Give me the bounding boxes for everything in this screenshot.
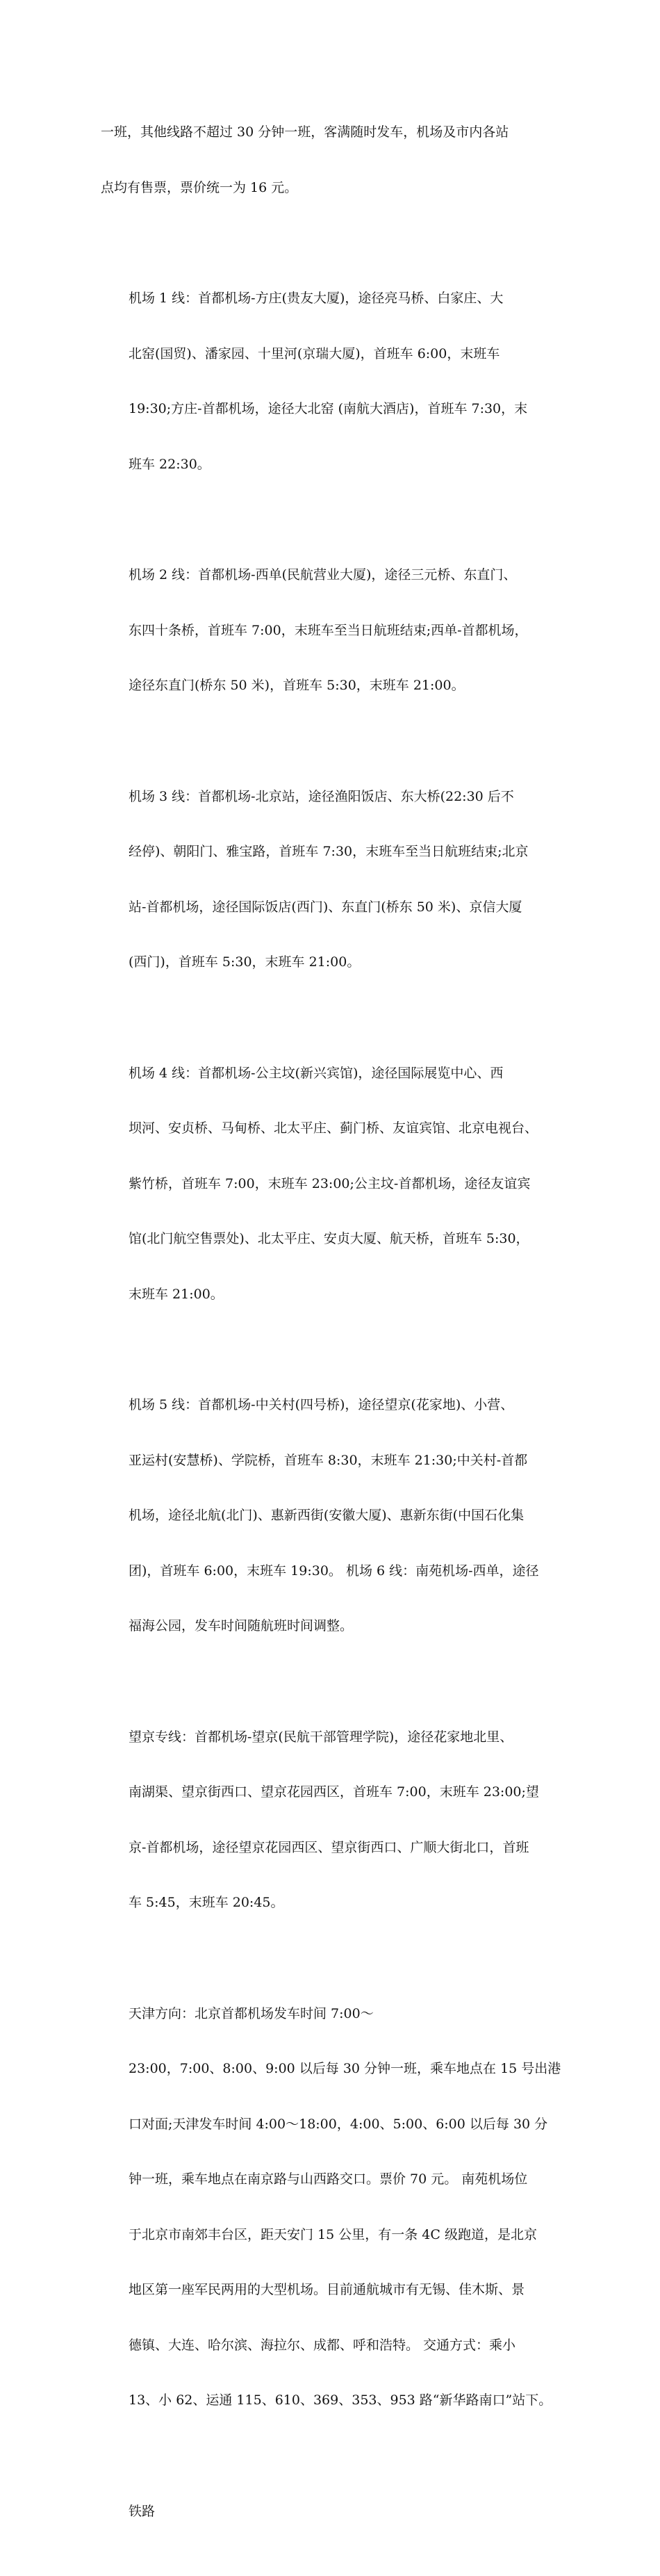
text-line: 一班，其他线路不超过 30 分钟一班，客满随时发车，机场及市内各站: [101, 124, 509, 140]
text-line: 于北京市南郊丰台区，距天安门 15 公里，有一条 4C 级跑道，是北京: [129, 2226, 537, 2242]
text-line: 机场 4 线：首都机场-公主坟(新兴宾馆)，途径国际展览中心、西: [129, 1065, 504, 1081]
paragraph-airport-line-3: [101, 751, 563, 1009]
text-line: 班车 22:30。: [129, 456, 211, 472]
section-heading-railway: [101, 2465, 563, 2558]
text-line: 车 5:45，末班车 20:45。: [129, 1895, 284, 1910]
text-line: 途径东直门(桥东 50 米)，首班车 5:30，末班车 21:00。: [129, 678, 465, 693]
paragraph-airport-line-1: [101, 252, 563, 510]
text-line: 机场 5 线：首都机场-中关村(四号桥)，途径望京(花家地)、小营、: [129, 1397, 514, 1412]
paragraph-airport-line-5: [101, 1359, 563, 1672]
text-line: 19:30;方庄-首都机场，途径大北窑 (南航大酒店)，首班车 7:30，末: [129, 401, 528, 416]
text-line: 馆(北门航空售票处)、北太平庄、安贞大厦、航天桥，首班车 5:30，: [129, 1231, 529, 1246]
text-line: 福海公园，发车时间随航班时间调整。: [129, 1618, 354, 1633]
text-line: 机场 1 线：首都机场-方庄(贵友大厦)，途径亮马桥、白家庄、大: [129, 291, 504, 306]
document-body: [101, 86, 563, 2576]
paragraph-tianjin-nanyuan: [101, 1968, 563, 2447]
text-line: 望京专线：首都机场-望京(民航干部管理学院)，途径花家地北里、: [129, 1729, 513, 1745]
text-line: 末班车 21:00。: [129, 1286, 224, 1302]
text-line: 北窑(国贸)、潘家园、十里河(京瑞大厦)，首班车 6:00，末班车: [129, 345, 500, 361]
text-line: 机场，途径北航(北门)、惠新西街(安徽大厦)、惠新东街(中国石化集: [129, 1508, 525, 1523]
text-line: 团)，首班车 6:00，末班车 19:30。 机场 6 线：南苑机场-西单，途径: [129, 1563, 539, 1579]
paragraph-airport-line-2: [101, 529, 563, 732]
text-line: 经停)、朝阳门、雅宝路，首班车 7:30，末班车至当日航班结束;北京: [129, 844, 529, 859]
text-line: 地区第一座军民两用的大型机场。目前通航城市有无锡、佳木斯、景: [129, 2282, 525, 2297]
text-line: 德镇、大连、哈尔滨、海拉尔、成都、呼和浩特。 交通方式：乘小: [129, 2337, 516, 2353]
text-line: 铁路: [129, 2503, 156, 2519]
text-line: 亚运村(安慧桥)、学院桥，首班车 8:30，末班车 21:30;中关村-首都: [129, 1452, 528, 1468]
text-line: 坝河、安贞桥、马甸桥、北太平庄、蓟门桥、友谊宾馆、北京电视台、: [129, 1120, 538, 1136]
text-line: 紫竹桥，首班车 7:00，末班车 23:00;公主坟-首都机场，途径友谊宾: [129, 1175, 531, 1191]
text-line: 13、小 62、运通 115、610、369、353、953 路“新华路南口”站下。: [129, 2392, 552, 2408]
text-line: 天津方向：北京首都机场发车时间 7:00～: [129, 2005, 374, 2021]
text-line: 京-首都机场，途径望京花园西区、望京街西口、广顺大街北口，首班: [129, 1839, 529, 1855]
paragraph-fare-info: [101, 86, 563, 234]
text-line: 站-首都机场，途径国际饭店(西门)、东直门(桥东 50 米)、京信大厦: [129, 899, 522, 915]
paragraph-wangjing-line: [101, 1691, 563, 1949]
text-line: 23:00，7:00、8:00、9:00 以后每 30 分钟一班，乘车地点在 15 号出港: [129, 2061, 561, 2076]
text-line: 口对面;天津发车时间 4:00～18:00，4:00、5:00、6:00 以后每 30 分: [129, 2116, 548, 2132]
text-line: 机场 2 线：首都机场-西单(民航营业大厦)，途径三元桥、东直门、: [129, 567, 517, 582]
text-line: (西门)，首班车 5:30，末班车 21:00。: [129, 954, 361, 970]
text-line: 机场 3 线：首都机场-北京站，途径渔阳饭店、东大桥(22:30 后不: [129, 788, 514, 804]
paragraph-airport-line-4: [101, 1027, 563, 1341]
text-line: 东四十条桥，首班车 7:00，末班车至当日航班结束;西单-首都机场，: [129, 622, 528, 638]
text-line: 南湖渠、望京街西口、望京花园西区，首班车 7:00，末班车 23:00;望: [129, 1784, 539, 1800]
text-line: 点均有售票，票价统一为 16 元。: [101, 179, 298, 195]
text-line: 钟一班，乘车地点在南京路与山西路交口。票价 70 元。 南苑机场位: [129, 2171, 528, 2187]
